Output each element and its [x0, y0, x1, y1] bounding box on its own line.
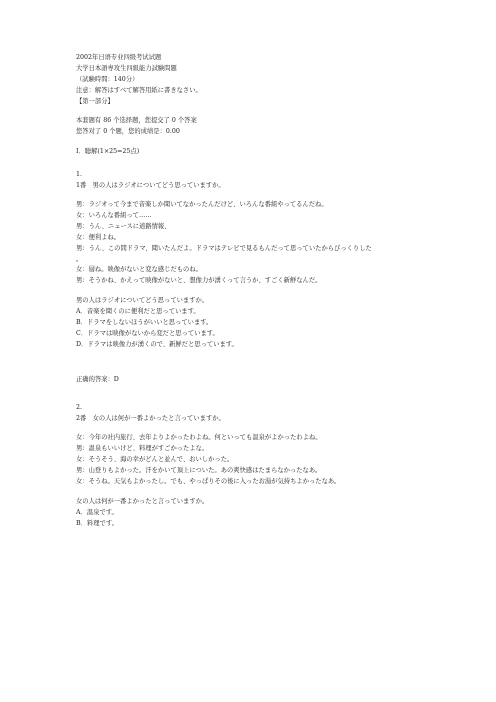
dialogue-line: 男：ラジオって今まで音楽しか聞いてなかったんだけど、いろんな番組やってるんだね。: [76, 201, 328, 208]
correct-answer: 正确的答案：D: [76, 376, 119, 383]
dialogue-line: 女：便利よね。: [76, 234, 121, 241]
exam-note: 注意：解答はすべて解答用紙に書きなさい。: [76, 87, 202, 94]
option-b: B．料理です。: [76, 520, 118, 527]
option-c: C．ドラマは映像がないから変だと思っています。: [76, 330, 219, 337]
dialogue-line: 女：そうそう、海の幸がどんと並んで、おいしかった。: [76, 456, 234, 463]
part-heading: 【第一部分】: [76, 98, 114, 105]
dialogue-line: 女：そうね。天気もよかったし。でも、やっぱりその後に入ったお湯が気持ちよかったなあ。: [76, 478, 341, 485]
dialogue-line: 。: [76, 256, 83, 263]
summary-line-2: 您答对了 0 个题，您的成绩是：0.00: [76, 128, 180, 135]
option-d: D．ドラマは映像力が湧くので、新鮮だと思っています。: [76, 341, 238, 348]
question-text: 男の人はラジオについてどう思っていますか。: [76, 297, 209, 304]
dialogue-line: 女：今年の社内旅行、去年よりよかったわよね。何といっても温泉がよかったわよね。: [76, 434, 322, 441]
question-number: 2.: [76, 404, 83, 411]
dialogue-line: 男：うん、この間ドラマ、聞いたんだよ。ドラマはテレビで見るもんだって思っていたからびっくりした: [76, 245, 372, 252]
document-title: 2002年日语专业四级考试试题: [76, 54, 162, 61]
exam-time: （試験時間：140分）: [76, 76, 139, 83]
option-a: A．温泉です。: [76, 509, 118, 516]
dialogue-line: 男：温泉もいいけど、料理がすごかったよな。: [76, 445, 209, 452]
dialogue-line: 男：そうかね、かえって映像がないと、想像力が湧くって言うか、すごく新鮮なんだ。: [76, 277, 322, 284]
option-b: B．ドラマをしないほうがいいと思っています。: [76, 319, 213, 326]
dialogue-line: 女：いろんな番組って……: [76, 212, 152, 219]
section-title: Ⅰ．聴解(1×25=25点): [76, 148, 140, 155]
dialogue-line: 男：うん、ニュースに道路情報、: [76, 223, 171, 230]
option-a: A．音楽を聞くのに便利だと思っています。: [76, 308, 200, 315]
question-number: 1.: [76, 171, 83, 178]
question-prompt: 2番 女の人は何が一番よかったと言っていますか。: [76, 415, 225, 422]
dialogue-line: 女：層ね。映像がないと変な感じだものね。: [76, 266, 202, 273]
dialogue-line: 男：山登りもよかった。汗をかいて頂上についた。あの爽快感はたまらなかったなあ。: [76, 467, 322, 474]
question-prompt: 1番 男の人はラジオについてどう思っていますか。: [76, 182, 225, 189]
document-subtitle: 大学日本語専攻生四級能力試験問題: [76, 65, 177, 72]
question-text: 女の人は何が一番よかったと言っていますか。: [76, 498, 209, 505]
summary-line-1: 本套题有 86 个选择题，您提交了 0 个答案: [76, 117, 197, 124]
